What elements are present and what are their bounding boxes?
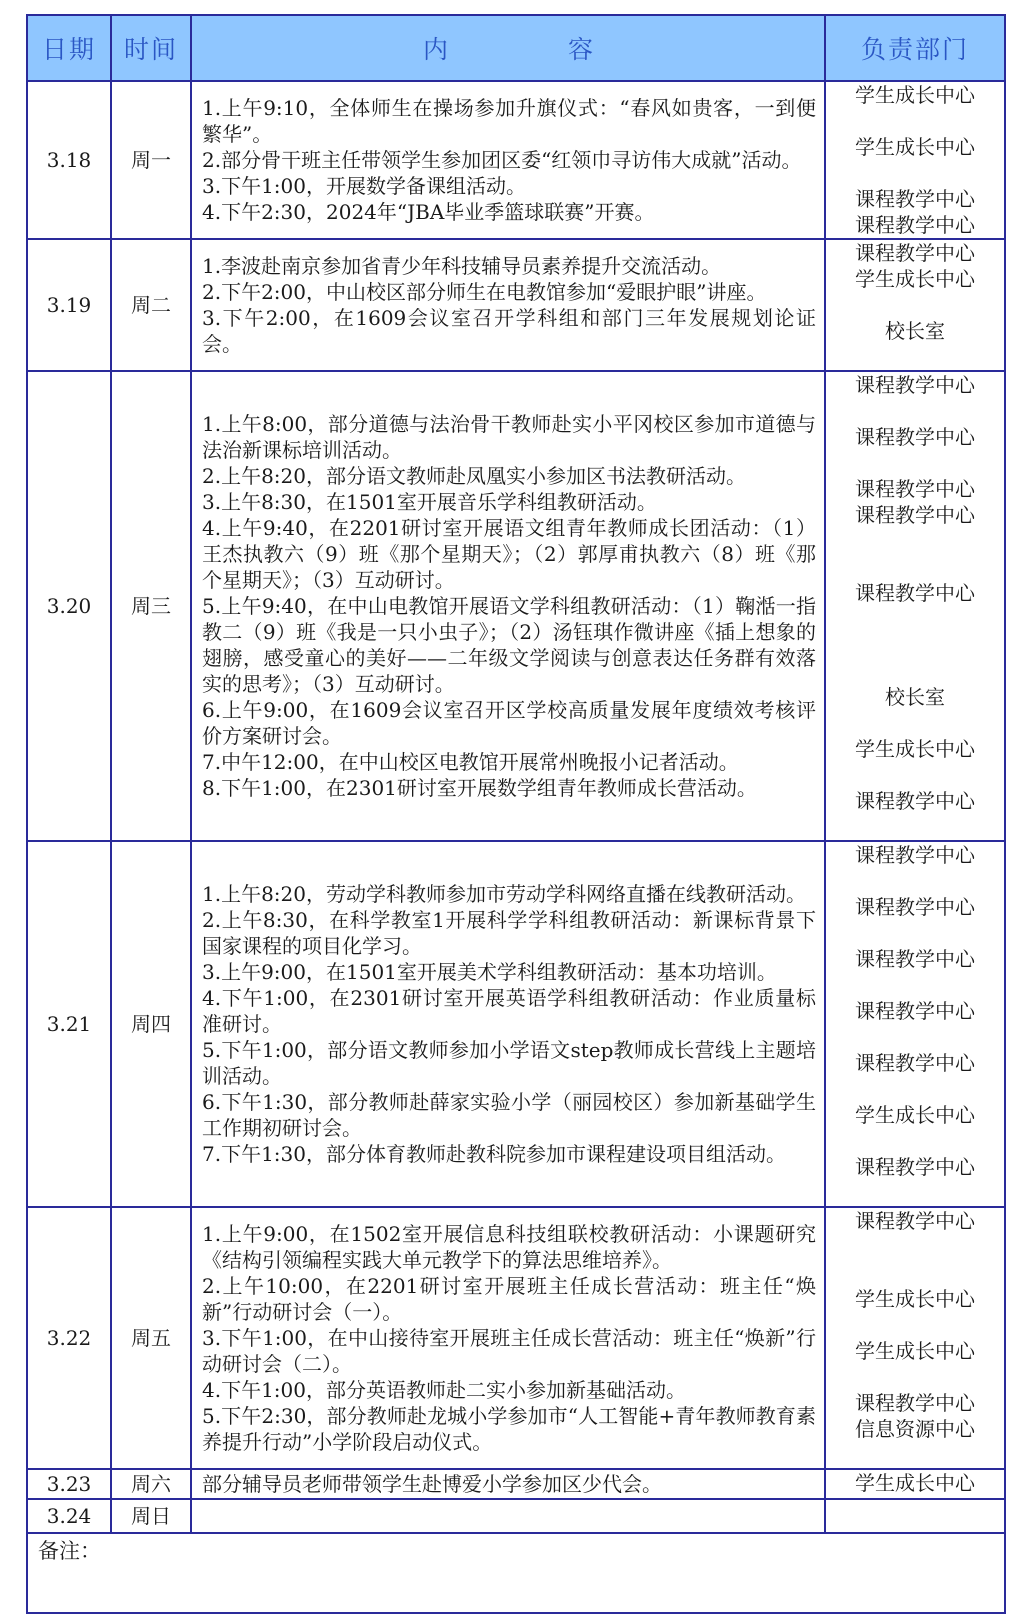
row-date: 3.18	[27, 81, 111, 239]
note-row	[27, 1533, 1005, 1613]
header-row	[27, 15, 1005, 81]
department-label	[826, 632, 1004, 658]
schedule-table	[26, 14, 1006, 1614]
schedule-item: 2.下午2:00，中山校区部分师生在电教馆参加“爱眼护眼”讲座。	[202, 280, 767, 304]
department-label	[826, 1024, 1004, 1050]
row-department	[825, 81, 1005, 239]
department-label: 课程教学中心	[855, 1051, 975, 1075]
row-department	[825, 239, 1005, 371]
row-date: 3.20	[27, 371, 111, 841]
schedule-row	[27, 371, 1005, 841]
department-label	[826, 972, 1004, 998]
department-label	[826, 450, 1004, 476]
schedule-item: 8.下午1:00，在2301研讨室开展数学组青年教师成长营活动。	[202, 776, 757, 800]
row-date: 3.19	[27, 239, 111, 371]
schedule-row	[27, 1469, 1005, 1499]
row-day: 周日	[111, 1499, 191, 1533]
row-content	[191, 1469, 825, 1499]
schedule-item: 3.下午1:00，在中山接待室开展班主任成长营活动：班主任“焕新”行动研讨会（二）。	[202, 1326, 816, 1376]
header-content-a: 内	[422, 35, 448, 64]
row-department	[825, 841, 1005, 1207]
schedule-body	[27, 81, 1005, 1533]
row-content	[191, 239, 825, 371]
department-label	[826, 528, 1004, 554]
schedule-item: 4.下午1:00，部分英语教师赴二实小参加新基础活动。	[202, 1378, 686, 1402]
header-content-b: 容	[568, 35, 594, 64]
row-day: 周三	[111, 371, 191, 841]
department-label	[826, 1234, 1004, 1260]
department-label: 课程教学中心	[855, 1391, 975, 1415]
schedule-item: 1.李波赴南京参加省青少年科技辅导员素养提升交流活动。	[202, 254, 722, 278]
department-label: 学生成长中心	[855, 135, 975, 159]
schedule-item: 4.下午1:00，在2301研讨室开展英语学科组教研活动：作业质量标准研讨。	[202, 986, 816, 1036]
schedule-item: 3.上午8:30，在1501室开展音乐学科组教研活动。	[202, 490, 657, 514]
department-label: 校长室	[885, 319, 945, 343]
schedule-item: 3.下午1:00，开展数学备课组活动。	[202, 174, 526, 198]
row-content	[191, 841, 825, 1207]
department-label: 课程教学中心	[855, 789, 975, 813]
schedule-item: 3.上午9:00，在1501室开展美术学科组教研活动：基本功培训。	[202, 960, 777, 984]
row-date: 3.24	[27, 1499, 111, 1533]
schedule-item: 1.上午9:10，全体师生在操场参加升旗仪式：“春风如贵客，一到便繁华”。	[202, 96, 816, 146]
department-label: 课程教学中心	[855, 895, 975, 919]
department-label	[826, 1260, 1004, 1286]
weekly-schedule	[26, 14, 1004, 1614]
department-label	[826, 814, 1004, 840]
row-date: 3.23	[27, 1469, 111, 1499]
note-label: 备注：	[38, 1539, 101, 1563]
department-label: 学生成长中心	[855, 1287, 975, 1311]
row-department	[825, 1207, 1005, 1469]
department-label: 课程教学中心	[855, 477, 975, 501]
row-date: 3.21	[27, 841, 111, 1207]
schedule-row	[27, 841, 1005, 1207]
schedule-item: 5.下午1:00，部分语文教师参加小学语文step教师成长营线上主题培训活动。	[202, 1038, 816, 1088]
schedule-item: 3.下午2:00，在1609会议室召开学科组和部门三年发展规划论证会。	[202, 306, 816, 356]
department-label	[826, 1128, 1004, 1154]
department-label	[826, 762, 1004, 788]
department-label: 课程教学中心	[855, 843, 975, 867]
department-label	[826, 658, 1004, 684]
department-label: 学生成长中心	[855, 267, 975, 291]
row-day: 周二	[111, 239, 191, 371]
department-label	[826, 160, 1004, 186]
schedule-item: 7.中午12:00，在中山校区电教馆开展常州晚报小记者活动。	[202, 750, 739, 774]
schedule-item: 2.部分骨干班主任带领学生参加团区委“红领巾寻访伟大成就”活动。	[202, 148, 802, 172]
schedule-item: 2.上午8:20，部分语文教师赴凤凰实小参加区书法教研活动。	[202, 464, 746, 488]
schedule-item: 2.上午10:00，在2201研讨室开展班主任成长营活动：班主任“焕新”行动研讨会（一）。	[202, 1274, 816, 1324]
department-label	[826, 920, 1004, 946]
schedule-item: 5.上午9:40，在中山电教馆开展语文学科组教研活动：（1）鞠湉一指教二（9）班《我是一只小虫子》；（2）汤钰琪作微讲座《插上想象的翅膀，感受童心的美好——二年级文学阅读与创意表达任务群有效落实的思考》；（3）互动研讨。	[202, 594, 816, 696]
department-label	[826, 108, 1004, 134]
department-label	[826, 606, 1004, 632]
schedule-row	[27, 1207, 1005, 1469]
department-label: 课程教学中心	[855, 425, 975, 449]
schedule-item: 6.上午9:00，在1609会议室召开区学校高质量发展年度绩效考核评价方案研讨会。	[202, 698, 816, 748]
schedule-row	[27, 1499, 1005, 1533]
row-day: 周一	[111, 81, 191, 239]
department-label	[826, 1442, 1004, 1468]
schedule-row	[27, 239, 1005, 371]
department-label: 课程教学中心	[855, 187, 975, 211]
row-day: 周四	[111, 841, 191, 1207]
schedule-item: 4.下午2:30，2024年“JBA毕业季篮球联赛”开赛。	[202, 200, 655, 224]
row-content	[191, 81, 825, 239]
department-label: 学生成长中心	[855, 737, 975, 761]
department-label	[826, 292, 1004, 318]
department-label: 信息资源中心	[855, 1417, 975, 1441]
department-label	[826, 710, 1004, 736]
header-department: 负责部门	[825, 15, 1005, 81]
schedule-item: 2.上午8:30，在科学教室1开展科学学科组教研活动：新课标背景下国家课程的项目化学习。	[202, 908, 816, 958]
header-date: 日期	[27, 15, 111, 81]
schedule-item: 1.上午8:20，劳动学科教师参加市劳动学科网络直播在线教研活动。	[202, 882, 806, 906]
department-label: 课程教学中心	[855, 213, 975, 237]
row-department	[825, 1499, 1005, 1533]
row-content	[191, 1499, 825, 1533]
department-label: 课程教学中心	[855, 1155, 975, 1179]
department-label: 校长室	[885, 685, 945, 709]
department-label: 课程教学中心	[855, 581, 975, 605]
department-label	[826, 1312, 1004, 1338]
department-label: 课程教学中心	[855, 373, 975, 397]
note-cell	[27, 1533, 1005, 1613]
department-label: 课程教学中心	[855, 947, 975, 971]
department-label: 课程教学中心	[855, 1209, 975, 1233]
header-time: 时间	[111, 15, 191, 81]
department-label	[826, 344, 1004, 370]
department-label: 课程教学中心	[855, 503, 975, 527]
row-department	[825, 1469, 1005, 1499]
department-label: 学生成长中心	[855, 1103, 975, 1127]
row-date: 3.22	[27, 1207, 111, 1469]
department-label	[826, 1076, 1004, 1102]
department-label	[826, 554, 1004, 580]
department-label	[826, 398, 1004, 424]
department-label: 课程教学中心	[855, 999, 975, 1023]
row-content	[191, 371, 825, 841]
schedule-item: 7.下午1:30，部分体育教师赴教科院参加市课程建设项目组活动。	[202, 1142, 786, 1166]
header-content	[191, 15, 825, 81]
schedule-item: 1.上午9:00，在1502室开展信息科技组联校教研活动：小课题研究《结构引领编程实践大单元教学下的算法思维培养》。	[202, 1222, 816, 1272]
department-label: 学生成长中心	[855, 83, 975, 107]
row-day: 周五	[111, 1207, 191, 1469]
schedule-item: 4.上午9:40，在2201研讨室开展语文组青年教师成长团活动：（1）王杰执教六（9）班《那个星期天》；（2）郭厚甫执教六（8）班《那个星期天》；（3）互动研讨。	[202, 516, 816, 592]
row-content	[191, 1207, 825, 1469]
row-department	[825, 371, 1005, 841]
schedule-item: 1.上午8:00，部分道德与法治骨干教师赴实小平冈校区参加市道德与法治新课标培训活动。	[202, 412, 816, 462]
department-label: 学生成长中心	[855, 1471, 975, 1495]
schedule-item: 部分辅导员老师带领学生赴博爱小学参加区少代会。	[202, 1472, 662, 1496]
department-label: 学生成长中心	[855, 1339, 975, 1363]
department-label	[826, 1364, 1004, 1390]
schedule-item: 5.下午2:30，部分教师赴龙城小学参加市“人工智能+青年教师教育素养提升行动”小学阶段启动仪式。	[202, 1404, 816, 1454]
department-label: 课程教学中心	[855, 241, 975, 265]
row-day: 周六	[111, 1469, 191, 1499]
schedule-row	[27, 81, 1005, 239]
schedule-item: 6.下午1:30，部分教师赴薛家实验小学（丽园校区）参加新基础学生工作期初研讨会。	[202, 1090, 816, 1140]
department-label	[826, 1180, 1004, 1206]
department-label	[826, 868, 1004, 894]
